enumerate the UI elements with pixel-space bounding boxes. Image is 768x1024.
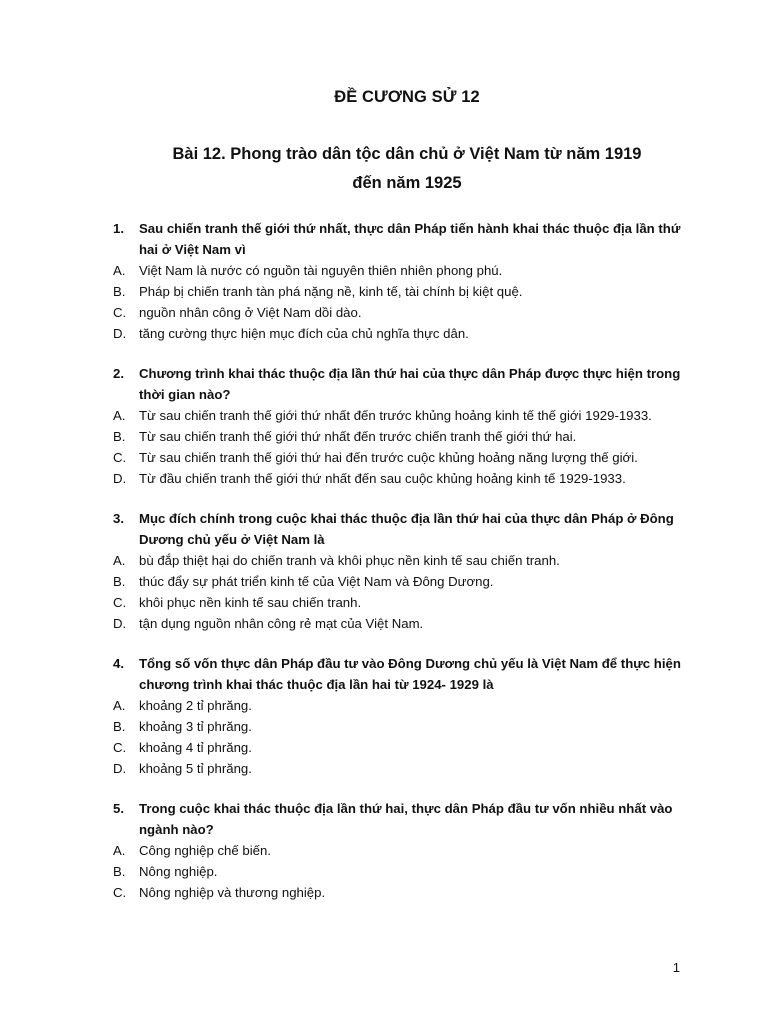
option-letter: D. <box>113 616 127 631</box>
option-text: Pháp bị chiến tranh tàn phá nặng nề, kinh tế, tài chính bị kiệt quệ. <box>139 284 523 299</box>
option-letter: B. <box>113 429 126 444</box>
option-text: Công nghiệp chế biến. <box>139 843 271 858</box>
option-letter: D. <box>113 326 127 341</box>
option-letter: D. <box>113 471 127 486</box>
question-text: Trong cuộc khai thác thuộc địa lần thứ hai, thực dân Pháp đầu tư vốn nhiều nhất vào ngành nào? <box>139 801 673 837</box>
option-c <box>113 447 683 468</box>
question-list <box>113 218 683 922</box>
option-letter: B. <box>113 719 126 734</box>
option-text: khoảng 4 tỉ phrăng. <box>139 740 252 755</box>
option-b <box>113 571 683 592</box>
option-c <box>113 737 683 758</box>
question-2-heading <box>113 363 683 405</box>
option-text: khoảng 2 tỉ phrăng. <box>139 698 252 713</box>
question-text: Chương trình khai thác thuộc địa lần thứ hai của thực dân Pháp được thực hiện trong thời gian nào? <box>139 366 681 402</box>
lesson-title-line-2: đến năm 1925 <box>352 174 462 192</box>
question-3-heading <box>113 508 683 550</box>
option-letter: A. <box>113 843 126 858</box>
question-1-heading <box>113 218 683 260</box>
option-a <box>113 840 683 861</box>
option-b <box>113 861 683 882</box>
question-number: 1. <box>113 221 124 236</box>
option-a <box>113 260 683 281</box>
document-title: ĐỀ CƯƠNG SỬ 12 <box>334 88 480 106</box>
option-d <box>113 323 683 344</box>
option-c <box>113 882 683 903</box>
option-text: tận dụng nguồn nhân công rẻ mạt của Việt Nam. <box>139 616 424 631</box>
question-number: 4. <box>113 656 124 671</box>
option-d <box>113 758 683 779</box>
option-letter: B. <box>113 574 126 589</box>
option-letter: C. <box>113 450 127 465</box>
question-4 <box>113 653 683 779</box>
option-text: Nông nghiệp. <box>139 864 218 879</box>
option-letter: A. <box>113 553 126 568</box>
question-4-heading <box>113 653 683 695</box>
option-letter: C. <box>113 305 127 320</box>
question-number: 5. <box>113 801 124 816</box>
question-2 <box>113 363 683 489</box>
option-text: khoảng 5 tỉ phrăng. <box>139 761 252 776</box>
option-d <box>113 468 683 489</box>
option-text: bù đắp thiệt hại do chiến tranh và khôi phục nền kinh tế sau chiến tranh. <box>139 553 560 568</box>
option-c <box>113 592 683 613</box>
question-text: Mục đích chính trong cuộc khai thác thuộc địa lần thứ hai của thực dân Pháp ở Đông Dương chủ yếu ở Việt Nam là <box>139 511 674 547</box>
option-letter: A. <box>113 698 126 713</box>
question-text: Sau chiến tranh thế giới thứ nhất, thực dân Pháp tiến hành khai thác thuộc địa lần thứ hai ở Việt Nam vì <box>139 221 681 257</box>
option-letter: C. <box>113 740 127 755</box>
page-number: 1 <box>672 960 680 975</box>
option-text: nguồn nhân công ở Việt Nam dồi dào. <box>139 305 362 320</box>
question-number: 3. <box>113 511 124 526</box>
option-text: Từ sau chiến tranh thế giới thứ nhất đến trước khủng hoảng kinh tế thế giới 1929-1933. <box>139 408 652 423</box>
option-text: thúc đẩy sự phát triển kinh tế của Việt Nam và Đông Dương. <box>139 574 494 589</box>
option-text: khoảng 3 tỉ phrăng. <box>139 719 252 734</box>
question-1 <box>113 218 683 344</box>
option-b <box>113 281 683 302</box>
question-3 <box>113 508 683 634</box>
option-text: khôi phục nền kinh tế sau chiến tranh. <box>139 595 362 610</box>
option-text: tăng cường thực hiện mục đích của chủ nghĩa thực dân. <box>139 326 469 341</box>
option-c <box>113 302 683 323</box>
option-letter: B. <box>113 864 126 879</box>
option-letter: A. <box>113 263 126 278</box>
question-number: 2. <box>113 366 124 381</box>
option-letter: C. <box>113 595 127 610</box>
option-letter: D. <box>113 761 127 776</box>
option-letter: A. <box>113 408 126 423</box>
question-5-heading <box>113 798 683 840</box>
option-a <box>113 695 683 716</box>
question-text: Tổng số vốn thực dân Pháp đầu tư vào Đông Dương chủ yếu là Việt Nam để thực hiện chương trình khai thác thuộc địa lần hai từ 1924- 1929 là <box>139 656 681 692</box>
option-a <box>113 405 683 426</box>
lesson-title-line-1: Bài 12. Phong trào dân tộc dân chủ ở Việt Nam từ năm 1919 <box>172 145 642 163</box>
option-a <box>113 550 683 571</box>
option-text: Từ sau chiến tranh thế giới thứ nhất đến trước chiến tranh thế giới thứ hai. <box>139 429 577 444</box>
option-letter: C. <box>113 885 127 900</box>
option-text: Nông nghiệp và thương nghiệp. <box>139 885 326 900</box>
lesson-title <box>0 140 768 198</box>
option-text: Việt Nam là nước có nguồn tài nguyên thiên nhiên phong phú. <box>139 263 503 278</box>
option-b <box>113 426 683 447</box>
option-d <box>113 613 683 634</box>
option-text: Từ sau chiến tranh thế giới thứ hai đến trước cuộc khủng hoảng năng lượng thế giới. <box>139 450 638 465</box>
option-letter: B. <box>113 284 126 299</box>
question-5 <box>113 798 683 903</box>
option-b <box>113 716 683 737</box>
option-text: Từ đầu chiến tranh thế giới thứ nhất đến sau cuộc khủng hoảng kinh tế 1929-1933. <box>139 471 626 486</box>
